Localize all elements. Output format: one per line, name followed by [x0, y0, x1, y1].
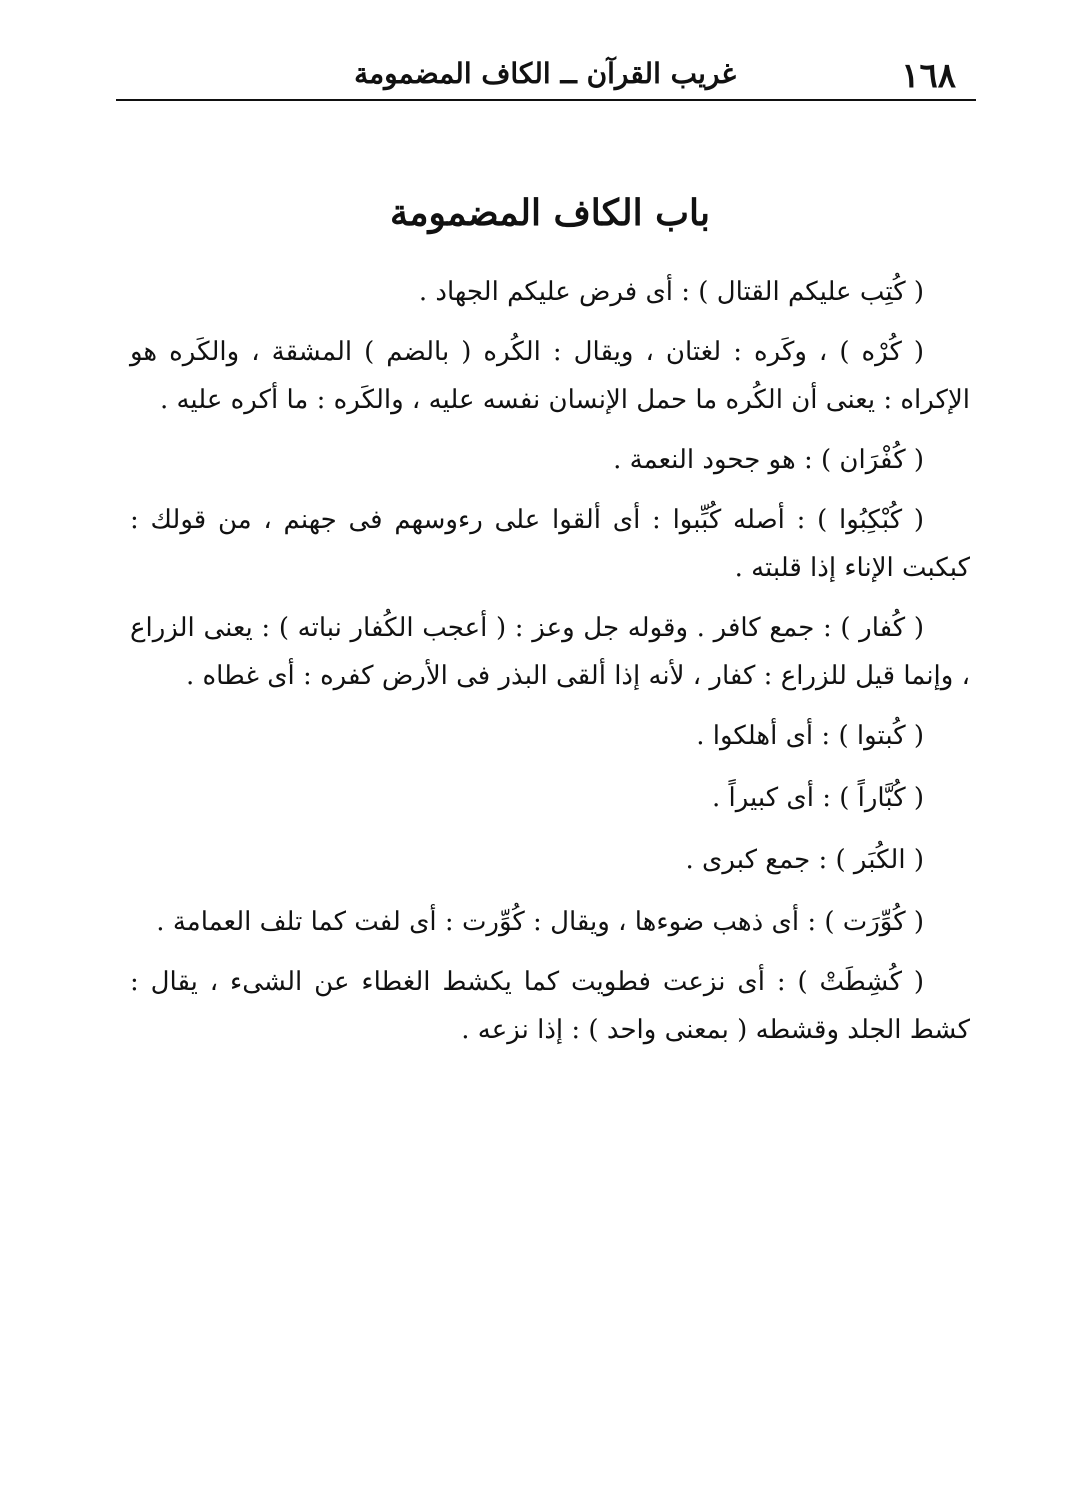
glossary-entry: ( كُبتوا ) : أى أهلكوا . [696, 721, 924, 751]
running-header [118, 52, 968, 98]
running-header-title: غريب القرآن ــ الكاف المضمومة [354, 57, 736, 90]
page-number: ١٦٨ [901, 56, 956, 96]
glossary-entry: ( كُبَّاراً ) : أى كبيراً . [711, 783, 924, 813]
header-rule [116, 99, 976, 101]
glossary-entry: ( كُبْكِبُوا ) : أصله كُبِّبوا : أى ألقوا على رءوسهم فى جهنم ، من قولك : كبكبت الإناء إذا قلبته . [130, 505, 970, 583]
chapter-title: باب الكاف المضمومة [389, 192, 711, 234]
glossary-entry: ( كُفْرَان ) : هو جحود النعمة . [613, 445, 924, 475]
glossary-entry: ( كُفار ) : جمع كافر . وقوله جل وعز : ( أعجب الكُفار نباته ) : يعنى الزراع ، وإنما قيل للزراع : كفار ، لأنه إذا ألقى البذر فى الأرض كفره : أى غطاه . [130, 613, 970, 691]
glossary-entry: ( كُرْه ) ، وكَره : لغتان ، ويقال : الكُره ( بالضم ) المشقة ، والكَره هو الإكراه : يعنى أن الكُره ما حمل الإنسان نفسه عليه ، والكَره : ما أكره عليه . [130, 337, 970, 415]
glossary-entries [130, 268, 970, 1066]
glossary-entry: ( كُوِّرَت ) : أى ذهب ضوءها ، ويقال : كُوِّرت : أى لفت كما تلف العمامة . [156, 907, 924, 937]
glossary-entry: ( الكُبَر ) : جمع كبرى . [685, 845, 924, 875]
glossary-entry: ( كُتِب عليكم القتال ) : أى فرض عليكم الجهاد . [418, 277, 924, 307]
glossary-entry: ( كُشِطَتْ ) : أى نزعت فطويت كما يكشط الغطاء عن الشىء ، يقال : كشط الجلد وقشطه ( بمعنى واحد ) : إذا نزعه . [130, 967, 970, 1045]
